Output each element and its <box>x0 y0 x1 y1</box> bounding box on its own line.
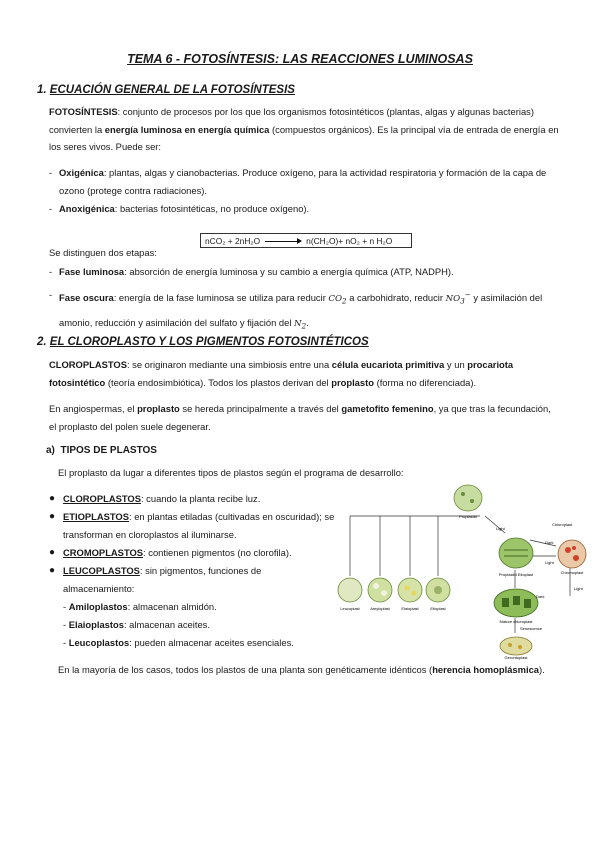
list-item-leucoplasts: ● LEUCOPLASTOS: sin pigmentos, funciones de almacenamiento: <box>49 565 262 594</box>
chloroplast-paragraph: CLOROPLASTOS: se originaron mediante una simbiosis entre una célula eucariota primitiva y un procariota fotosintético (teoría endosimbiótica). Todos los plastos derivan del proplasto (forma no diferenciada). <box>49 359 514 388</box>
proplastid-icon <box>454 485 482 511</box>
figure-label: Light <box>574 586 583 591</box>
photosynthesis-definition: FOTOSÍNTESIS: conjunto de procesos por los que los organismos fotosintéticos (plantas, algas y algunas bacterias) convierten la energía luminosa en energía química (compuestos orgánicos). Es la principal vía de entrada de energía en los seres vivos. Puede ser: <box>49 106 559 152</box>
list-item-dark-phase: - Fase oscura: energía de la fase luminosa se utiliza para reducir $CO_2$ a carbohidrato, reducir $NO_3^-$ y asimilación del amonio, reducción y asimilación del sulfato y fijación del $N_2$. <box>49 289 543 331</box>
reaction-arrow-icon <box>265 241 301 242</box>
section-title: ECUACIÓN GENERAL DE LA FOTOSÍNTESIS <box>49 84 295 96</box>
figure-label: Light <box>496 526 505 531</box>
figure-label: Chloroplast <box>552 522 573 527</box>
figure-label: Dark <box>536 594 545 599</box>
chromoplast-icon <box>558 540 586 568</box>
list-item-light-phase: - Fase luminosa: absorción de energía luminosa y su cambio a energía química (ATP, NADPH). <box>49 266 454 277</box>
leuco-type-leucoplasts: - Leucoplastos: pueden almacenar aceites esenciales. <box>63 637 294 648</box>
plastid-intro: El proplasto da lugar a diferentes tipos de plastos según el programa de desarrollo: <box>58 467 404 478</box>
term: Oxigénica <box>59 167 104 178</box>
math-no3: $NO_3^-$ <box>445 290 471 306</box>
document-title: TEMA 6 - FOTOSÍNTESIS: LAS REACCIONES LUMINOSAS <box>127 52 473 66</box>
term: Fase oscura <box>59 291 114 303</box>
equation-reactants: nCO₂ + 2nH₂O <box>205 236 261 246</box>
figure-label: Gerontoplast <box>504 655 528 660</box>
figure-label: Elaioplast <box>401 606 419 611</box>
figure-label: Senescence <box>520 626 543 631</box>
subsection-a-heading: a) TIPOS DE PLASTOS <box>46 445 157 456</box>
elaioplast-icon <box>398 578 422 602</box>
equation-products: n(CH₂O)+ nO₂ + n H₂O <box>306 236 393 246</box>
math-co2: $CO_2$ <box>328 293 347 306</box>
list-item-oxygenic: - Oxigénica: plantas, algas y cianobacterias. Produce oxígeno, para la actividad respiratoria y formación de la capa de ozono (protege contra radiaciones). <box>49 167 547 196</box>
figure-label: Light <box>545 560 554 565</box>
gerontoplast-icon <box>500 637 532 655</box>
figure-label: Chromoplast <box>560 570 584 575</box>
section-title: EL CLOROPLASTO Y LOS PIGMENTOS FOTOSINTÉTICOS <box>49 336 369 348</box>
stages-intro: Se distinguen dos etapas: <box>49 247 157 258</box>
leucoplast-icon <box>338 578 362 602</box>
figure-label: Etioplast <box>430 606 446 611</box>
mature-chloroplast-icon <box>494 589 538 617</box>
figure-label: Proplastid Etioplast <box>498 572 534 577</box>
list-item-etioplasts: ● ETIOPLASTOS: en plantas etiladas (cultivadas en oscuridad); se transforman en cloroplastos al iluminarse. <box>49 511 335 540</box>
figure-label: Proplastid <box>459 514 477 519</box>
leuco-type-elaioplasts: - Elaioplastos: almacenan aceites. <box>63 619 210 630</box>
figure-label: Mature chloroplast <box>499 619 533 624</box>
list-item-chromoplasts: ● CROMOPLASTOS: contienen pigmentos (no clorofila). <box>49 547 292 558</box>
term: energía luminosa en energía química <box>104 123 270 135</box>
etioplast-icon <box>426 578 450 602</box>
closing-paragraph: En la mayoría de los casos, todos los plastos de una planta son genéticamente idénticos (herencia homoplásmica). <box>58 664 545 675</box>
figure-label: Dark <box>545 540 554 545</box>
section-number: 2. <box>37 336 47 348</box>
figure-label: Leucoplast <box>340 606 360 611</box>
developing-chloroplast-icon <box>499 538 533 568</box>
plastid-differentiation-figure <box>330 478 592 660</box>
term: Fase luminosa <box>59 266 125 277</box>
angiosperm-paragraph: En angiospermas, el proplasto se hereda principalmente a través del gametofito femenino, ya que tras la fecundación, el proplasto del polen suele degenerar. <box>49 403 551 432</box>
term: FOTOSÍNTESIS <box>49 106 118 117</box>
figure-label: Amyloplast <box>370 606 390 611</box>
math-n2: $N_2$ <box>294 318 307 331</box>
section-2-heading <box>37 336 369 348</box>
term: Anoxigénica <box>59 203 115 214</box>
amyloplast-icon <box>368 578 392 602</box>
list-item-anoxygenic: - Anoxigénica: bacterias fotosintéticas, no produce oxígeno). <box>49 203 310 214</box>
section-number: 1. <box>37 84 47 96</box>
leuco-type-amyloplasts: - Amiloplastos: almacenan almidón. <box>63 601 217 612</box>
section-1-heading <box>37 84 295 96</box>
list-item-chloroplasts: ● CLOROPLASTOS: cuando la planta recibe luz. <box>49 493 261 504</box>
